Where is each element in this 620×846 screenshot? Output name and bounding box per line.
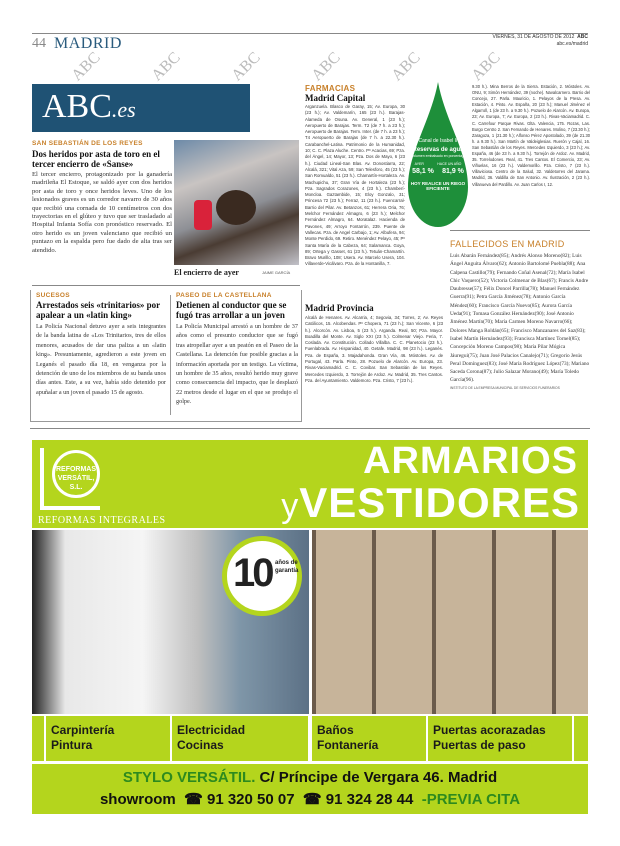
label-year-ago: HACE UN AÑO [437,161,462,166]
ad-contact [32,764,588,814]
warranty-badge [222,536,302,616]
phone-icon: ☎ [184,791,203,808]
main-headline: Dos heridos por asta de toro en el tercer encierro de «Sanse» [32,149,160,169]
phone-icon: ☎ [302,791,322,808]
company-name: STYLO VERSÁTIL. [122,769,256,786]
divider [450,230,590,231]
sucesos-body: La Policía Nacional detuvo ayer a seis integrantes de la banda latina de «Los Trinitarios, tres de ellos menores, acusados de dar una paliza a un «latin king». Presuntamente, agredieron a este joven en Leganés el pasado día 18, en venganza por la detención de uno de los miembros de su banda unos días antes. Este, a su vez, había sido detenido por apuñalar a un joven el pasado 15 de agosto. [36,323,166,396]
watermark: ABC [68,49,104,85]
url[interactable]: abc.es/madrid [556,41,588,47]
fallecidos-title: FALLECIDOS EN MADRID [450,239,565,249]
water-reserves-drop [408,82,468,230]
page-number: 44 [32,36,46,51]
section-title: MADRID [54,35,122,52]
service-puertas: Puertas acorazadas Puertas de paso [428,716,572,761]
phone-1: 91 320 50 07 [206,791,295,808]
pharmacies-continued: 9.30 h.). Mina Berros de la Sierra. Estación, 2. Móstoles. Av. ONU, 9; Simón Hernández, 39 (noche). Navalcarnero. Barrio del Concejo, 27. Parla. Mauricio, 1. Pelayos de la Presa. Av. Estación, 4. Pinto. Av. España, 20 (23 h.); Manuel Jiménez el Algarroll, 1 (de 23 h. a 9.30 h.). Pozuelo de Alarcón. Av. Europa, 23; Av. Europa, 7; Av. Europa, 2 (23 h.). Rivas-Vaciamadrid. C. C. Carrefour Parque Rivas. Glta. Valencia, 175. Rozas, Las. Burgo Centro 2. San Fernando de Henares. Molino, 7 (23.30 h.); Zaragoza, 1 (21.30 h.); Alfonso Pérez Apostolado, 39 (de 21.30 h. a 9.30 h.). San Martín de Valdeiglesias. Ruerón y Cajal, 16. San Sebastián de los Reyes. Mercedes Izquierdo, 3 (23 h.); Av. España, 46 (de 23 h. a 9.30 h.). Torrejón de Ardoz. Av. Madrid, 35. Torrelodones. Real, 41. Tres Cantos. El Comercio, 23; Av. Viñuelas, 16 (23 h.). Valdemorillo. Pza. Cristo, 7 (23 h.). Villaviciosa. Centro de la Salud, 32. Valdetorres del Jarama. Madrid, 36. Valdilla de San Antonio. Av. Ilustración, 2 (23 h.). Villanueva del Pardillo. Av. Juan Carlos I, 12. [472,84,590,187]
photo-credit: JAIME GARCÍA [262,270,291,275]
watermark: ABC [308,49,344,85]
badge-text: años de garantía [275,560,299,574]
ad-rule [30,428,590,429]
header-date [492,34,588,48]
service-spacer [574,716,588,761]
service-carpinteria: Carpintería Pintura [46,716,170,761]
castellana-kicker: PASEO DE LA CASTELLANA [176,292,272,299]
ad-banner [32,440,588,528]
provincia-pharmacies: Alcalá de Henares. Av. Alcarria, 4; Segovia, 34; Torres, 2; Av. Reyes Católicos, 15. Alcobendas. Pº Chopera, 71 (23 h.); San Vicente, 6 (23 h.). Alcorcón. Av. Lisboa, 5 (23 h.). Arganda. Real, 50; Pza. Mayor. Boadilla del Monte. Av. Siglo XXI (23 h.). Colmenar Viejo. Feria, 7. Coslada. Av. Constitución. Collado Villalba. C. C. Planetocio (23 h.). Fuenlabrada. Av. Hispanidad, 40. Getafe. Madrid, 98 (23 h.). Leganés. Pza. de España, 3. Majadahonda. Gran Vía, 46. Móstoles. Av. de Portugal, 43. Parla. Pinto, 28. Pozuelo de Alarcón. Av. Europa, 23. Rivas-Vaciamadrid. C. C. Covibar. San Sebastián de los Reyes. Mercedes Izquierdo, 3. Torrejón de Ardoz. Av. Madrid, 35. Tres Cantos. Pza. del Ayuntamiento. Valdemoro. Pza. Cristo, 7 (23 h.). [305,315,443,383]
value-today: 58,1 % [412,167,434,175]
sucesos-headline: Arrestados seis «trinitarios» por apalear a un «latin king» [36,300,160,320]
photo-caption: El encierro de ayer [174,268,239,277]
phone-2: 91 324 28 44 [325,791,414,808]
fallecidos-note: INSTITUTO DE LA EMPRESA MUNICIPAL DE SERVICIOS FUNERARIOS [450,385,560,390]
madrid-capital-title: Madrid Capital [305,93,366,103]
date-text: VIERNES, 31 DE AGOSTO DE 2012 [492,34,575,40]
ad-headline-2: yVESTIDORES [281,479,580,526]
main-kicker: SAN SEBASTIÁN DE LOS REYES [32,140,143,147]
value-year-ago: 81,9 % [442,167,464,175]
capital-pharmacies: Arganzuela. Blasco de Garay, 15; Av. Europa, 30 (23 h.); Av. Valdemarín, 165 (23 h.). Barajas-Alameda de Osuna. Av. General, 1 (23 h.); Aeropuerto de Barajas. Term. T2 (de 7 h. a 23 h.); Aeropuerto de Barajas. Term. Inter. (de 7 h. a 23 h.); T4 Aeropuerto de Barajas (de 7 h. a 22.30 h.). Carabanchel-Latina. Patrimonio de la Humanidad, 10; C. C. Plaza Aluche. Centro. Pº Acacias, 69; Pza. del Ángel, 14; Mayor, 13; Pza. Dos de Mayo, 6 (23 h.). Ciudad Lineal-San Blas. Av. Donostiarra, 22; Alcalá, 321; Vital Aza, 59; San Telesforo, 45 (23 h.); San Romualdo, 51 (23 h.). Chamartín-Hortaleza. Av. Machupichu, 37; Gran Vía de Hortaleza (23 h.); Pza. Sagrados Corazones, 4 (23 h.). Chamberí-Moncloa. Gaztambide, 15; Eloy Gonzalo, 31; Princesa 72 (23 h.); Ferraz, 11 (23 h.). Fuencarral-Barrio del Pilar. Av. Betanzos, 61; Herrera Oria, 76; Melchor Fernández Almagro, 6 (23 h.); Melchor Fernández Almagro, 64. Moratalaz. Hacienda de Pavones, 49; Arroyo Fontarrón, 239. Puente de Vallecas. Pza. de Angel Carbajo, 1; Av. Albufera, 94; Monte Perdido, 69. Retiro. Menéndez Pelayo, 45; Pº Santa María de la Cabeza, 64; Salamanca. Goya, 89; Ortega y Gasset, 61 (23 h.). Tetuán-Chamartín. Bravo Murillo, 108; Usera. Av. Marcelo Usera, 104. Villaverde-Vicálvaro. Pza. de la Hontanilla, 7. [305,104,405,267]
dressing-room-photo [312,530,588,714]
ad-tagline: REFORMAS INTEGRALES [38,515,166,526]
watermark: ABC [468,49,504,85]
drop-subtitle: Volumen embalsado en porcentaje [411,154,465,158]
castellana-headline: Detienen al conductor que se fugó tras arrollar a un joven [176,300,287,320]
castellana-body: La Policía Municipal arrestó a un hombre de 37 años como el presunto conductor que se fugó tras atropellar ayer a un peatón en el Paseo de la Castellana. La detención fue posible gracias a la información aportada por un testigo. La víctima, un hombre de 35 años, resultó herido muy grave como consecuencia del impacto, que le desplazó 22 metros desde el lugar en el que se produjo el golpe. [176,323,298,406]
watermark: ABC [228,49,264,85]
service-banos: Baños Fontanería [312,716,426,761]
watermark: ABC [148,49,184,85]
main-body: El tercer encierro, protagonizado por la ganadería madrileña El Estoque, se saldó ayer con dos heridos por asta de toro y once heridos leves. Uno de los lesionados graves es un corredor navarro de 30 años que recibió una cornada de 10 centímetros con dos trayectorias en el glúteo y tuvo que ser trasladado al Hospital Infanta Sofía con pronóstico reservado. El otro herido es un joven valenciano que recibió un puntazo en la espalda pero fue dado de alta tras ser atendido. [32,171,172,254]
sucesos-article [36,292,166,397]
badge-number: 10 [233,551,272,595]
encierro-photo [174,140,299,265]
watermark: ABC [388,49,424,85]
drop-slogan: HOY REALICE UN RIEGO EFICIENTE [410,180,466,191]
farmacias-kicker: FARMACIAS [305,84,356,93]
abc-es-logo: ABC.es [42,88,136,125]
ad-headline-1: ARMARIOS [363,440,578,482]
service-electricidad: Electricidad Cocinas [172,716,308,761]
reformas-logo: REFORMAS VERSÁTIL, S.L. [40,448,100,510]
service-spacer [32,716,44,761]
advertisement[interactable] [32,440,588,834]
abc-es-promo[interactable] [32,84,250,132]
castellana-article [176,292,298,407]
drop-title: Reservas de agua [412,147,464,153]
madrid-provincia-title: Madrid Provincia [305,303,374,313]
main-article [32,140,172,255]
label-today: AYER [414,161,424,166]
showroom-label: showroom [99,791,176,808]
fallecidos-list: Luis Abarán Fernández(85); Andrés Alonso Moreno(82); Luis Ángel Anguita Álvaro(62); Antonio Bartolomé Puebla(88); Ana Calpena Castillo(79); Fernando Coñal Asenal(72); María Isabel Chic Vaquero(52); Victoria Colmenar de Blas(67); Francis Andre Daubresse(57); Félix Doncel Parrilla(78); Manuel Fernández Guerra(91); Petra García Jiménez(78); Antonio García Méndez(60); Francisco García Nuevo(85); Aurora García Ueda(91); Tomasa González Hernández(90); José Antonio Jiménez Martín(70); María Carmen Moreno Navarro(66); Dolores Manga Roldán(65); Francisco Manzanares del Saz(83); Isabel Martín Hernández(93); Francisca Martínez Tornel(85); Concepción Moreno Campos(98); María Pilar Mógica Jáuregui(75); Juan José Palacios Canalejo(71); Gregorio Jesús Peral Domínguez(83); José María Rodríguez López(73); Mariano Saceda Corona(87); Julio Salazar Morano(49); María Toledo García(96). [450,253,590,384]
address: C/ Príncipe de Vergara 46. Madrid [259,769,498,786]
divider [32,285,300,286]
brand: ABC [577,34,588,40]
fallecidos-section [450,237,590,391]
canal-brand: Canal de Isabel II [418,138,458,144]
column-divider [170,295,171,415]
appointment-note: -PREVIA CITA [421,791,521,808]
sucesos-kicker: SUCESOS [36,292,70,299]
